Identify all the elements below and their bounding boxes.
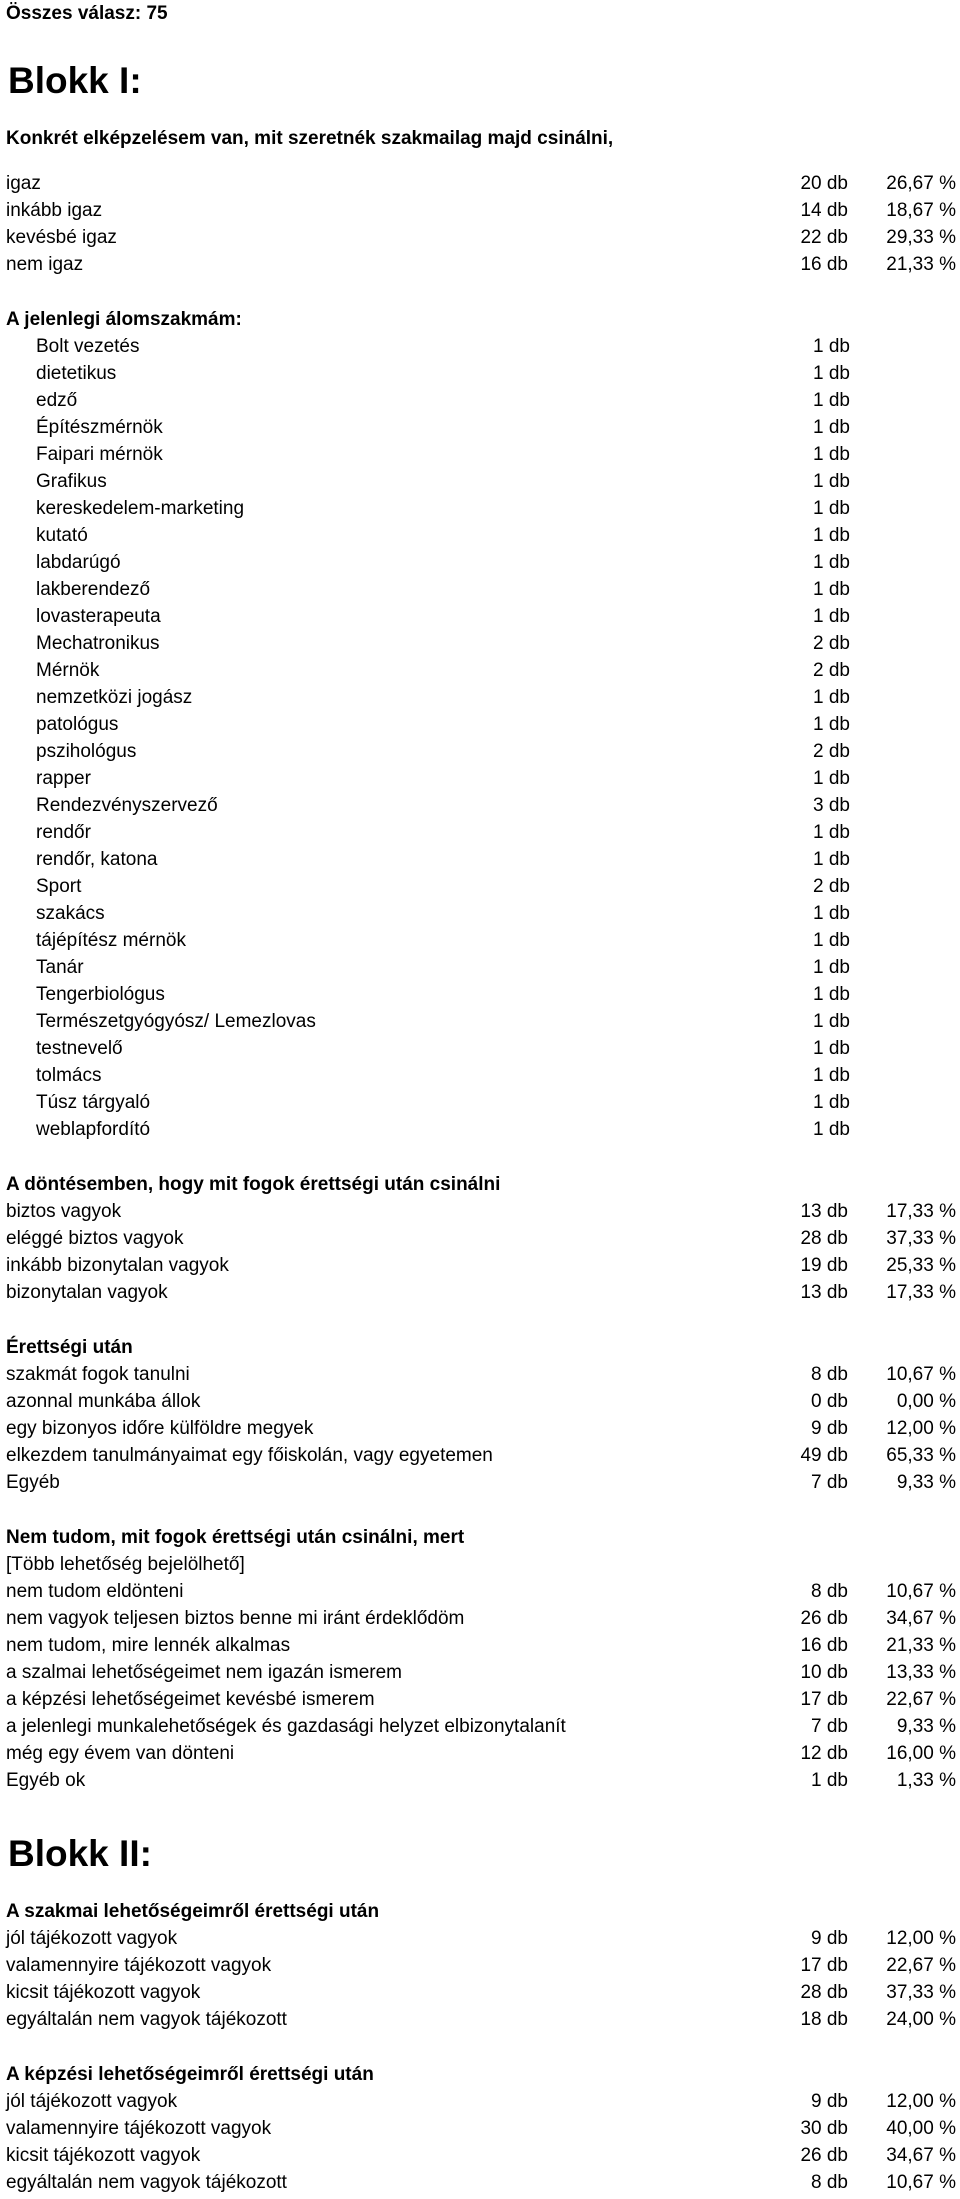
- answer-row: [0, 741, 960, 768]
- answer-label: kevésbé igaz: [6, 227, 117, 248]
- answer-label: dietetikus: [36, 363, 117, 384]
- answer-percent: 0,00 %: [896, 1391, 956, 1412]
- answer-count: 13 db: [800, 1282, 848, 1303]
- answer-count: 1 db: [813, 957, 850, 978]
- answer-count: 28 db: [800, 1982, 848, 2003]
- answer-count: 1 db: [813, 1092, 850, 1113]
- answer-label: a szalmai lehetőségeimet nem igazán ismerem: [6, 1662, 403, 1683]
- answer-count: 26 db: [800, 1608, 848, 1629]
- answer-row: [0, 1581, 960, 1608]
- answer-row: [0, 227, 960, 254]
- answer-count: 9 db: [811, 1418, 848, 1439]
- answer-percent: 40,00 %: [886, 2118, 956, 2139]
- question-title: A döntésemben, hogy mit fogok érettségi után csinálni: [6, 1174, 501, 1195]
- answer-row: [0, 552, 960, 579]
- answer-row: [0, 1011, 960, 1038]
- answer-row: [0, 606, 960, 633]
- answer-row: [0, 444, 960, 471]
- answer-row: [0, 173, 960, 200]
- answer-row: [0, 1716, 960, 1743]
- answer-count: 1 db: [813, 1065, 850, 1086]
- answer-label: lakberendező: [36, 579, 151, 600]
- answer-percent: 22,67 %: [886, 1955, 956, 1976]
- block-title: Blokk I:: [8, 60, 142, 101]
- answer-percent: 12,00 %: [886, 1418, 956, 1439]
- answer-label: kutató: [36, 525, 88, 546]
- block-title: Blokk II:: [8, 1833, 152, 1874]
- answer-row: [0, 2118, 960, 2145]
- answer-row: [0, 660, 960, 687]
- answer-row: [0, 1608, 960, 1635]
- answer-row: [0, 1982, 960, 2009]
- answer-count: 1 db: [813, 930, 850, 951]
- answer-row: [0, 876, 960, 903]
- answer-label: igaz: [6, 173, 41, 194]
- answer-count: 2 db: [813, 876, 850, 897]
- answer-count: 1 db: [813, 579, 850, 600]
- answer-count: 1 db: [813, 1119, 850, 1140]
- answer-count: 1 db: [813, 714, 850, 735]
- answer-count: 22 db: [800, 227, 848, 248]
- answer-count: 1 db: [813, 903, 850, 924]
- answer-row: [0, 687, 960, 714]
- answer-row: [0, 1228, 960, 1255]
- answer-label: jól tájékozott vagyok: [6, 2091, 178, 2112]
- answer-count: 1 db: [813, 768, 850, 789]
- answer-label: Mérnök: [36, 660, 100, 681]
- answer-row: [0, 417, 960, 444]
- answer-count: 30 db: [800, 2118, 848, 2139]
- answer-row: [0, 903, 960, 930]
- answer-percent: 1,33 %: [896, 1770, 956, 1791]
- answer-percent: 22,67 %: [886, 1689, 956, 1710]
- answer-count: 7 db: [811, 1472, 848, 1493]
- answer-label: Faipari mérnök: [36, 444, 163, 465]
- answer-count: 49 db: [800, 1445, 848, 1466]
- answer-row: [0, 1472, 960, 1499]
- answer-label: rendőr, katona: [36, 849, 158, 870]
- answer-count: 1 db: [811, 1770, 848, 1791]
- answer-row: [0, 1770, 960, 1797]
- answer-label: nem vagyok teljesen biztos benne mi iránt érdeklődöm: [6, 1608, 465, 1629]
- answer-label: nemzetközi jogász: [36, 687, 193, 708]
- answer-count: 13 db: [800, 1201, 848, 1222]
- answer-label: még egy évem van dönteni: [6, 1743, 235, 1764]
- answer-percent: 9,33 %: [896, 1716, 956, 1737]
- answer-count: 16 db: [800, 1635, 848, 1656]
- answer-row: [0, 1364, 960, 1391]
- answer-count: 19 db: [800, 1255, 848, 1276]
- answer-label: Természetgyógyósz/ Lemezlovas: [36, 1011, 316, 1032]
- answer-row: [0, 1418, 960, 1445]
- answer-count: 2 db: [813, 741, 850, 762]
- answer-label: biztos vagyok: [6, 1201, 122, 1222]
- answer-row: [0, 363, 960, 390]
- answer-row: [0, 849, 960, 876]
- answer-count: 1 db: [813, 822, 850, 843]
- answer-label: egyáltalán nem vagyok tájékozott: [6, 2172, 287, 2193]
- answer-label: a képzési lehetőségeimet kevésbé ismerem: [6, 1689, 375, 1710]
- answer-row: [0, 254, 960, 281]
- answer-count: 1 db: [813, 363, 850, 384]
- total-responses: Összes válasz: 75: [6, 3, 168, 24]
- answer-row: [0, 2172, 960, 2199]
- answer-label: testnevelő: [36, 1038, 123, 1059]
- answer-count: 1 db: [813, 984, 850, 1005]
- answer-label: tájépítész mérnök: [36, 930, 186, 951]
- answer-count: 1 db: [813, 552, 850, 573]
- answer-label: kicsit tájékozott vagyok: [6, 1982, 201, 2003]
- answer-label: valamennyire tájékozott vagyok: [6, 2118, 272, 2139]
- answer-label: Túsz tárgyaló: [36, 1092, 151, 1113]
- answer-count: 9 db: [811, 2091, 848, 2112]
- answer-percent: 65,33 %: [886, 1445, 956, 1466]
- answer-percent: 18,67 %: [886, 200, 956, 221]
- answer-row: [0, 984, 960, 1011]
- question-title: A szakmai lehetőségeimről érettségi után: [6, 1901, 380, 1922]
- answer-row: [0, 1662, 960, 1689]
- answer-percent: 24,00 %: [886, 2009, 956, 2030]
- answer-row: [0, 390, 960, 417]
- answer-label: lovasterapeuta: [36, 606, 161, 627]
- answer-label: tolmács: [36, 1065, 102, 1086]
- answer-row: [0, 1282, 960, 1309]
- answer-label: patológus: [36, 714, 119, 735]
- answer-percent: 17,33 %: [886, 1201, 956, 1222]
- answer-percent: 10,67 %: [886, 1581, 956, 1602]
- answer-percent: 21,33 %: [886, 1635, 956, 1656]
- answer-label: Egyéb ok: [6, 1770, 86, 1791]
- answer-label: valamennyire tájékozott vagyok: [6, 1955, 272, 1976]
- answer-row: [0, 1201, 960, 1228]
- answer-label: Rendezvényszervező: [36, 795, 218, 816]
- answer-label: eléggé biztos vagyok: [6, 1228, 184, 1249]
- answer-count: 1 db: [813, 1038, 850, 1059]
- question-title: A jelenlegi álomszakmám:: [6, 309, 242, 330]
- answer-percent: 37,33 %: [886, 1228, 956, 1249]
- answer-percent: 29,33 %: [886, 227, 956, 248]
- answer-label: labdarúgó: [36, 552, 121, 573]
- answer-count: 8 db: [811, 1581, 848, 1602]
- answer-percent: 12,00 %: [886, 1928, 956, 1949]
- answer-row: [0, 1955, 960, 1982]
- answer-row: [0, 795, 960, 822]
- answer-count: 18 db: [800, 2009, 848, 2030]
- answer-label: nem tudom, mire lennék alkalmas: [6, 1635, 291, 1656]
- answer-row: [0, 768, 960, 795]
- answer-row: [0, 957, 960, 984]
- answer-label: azonnal munkába állok: [6, 1391, 201, 1412]
- answer-row: [0, 525, 960, 552]
- answer-count: 3 db: [813, 795, 850, 816]
- answer-percent: 10,67 %: [886, 2172, 956, 2193]
- answer-percent: 34,67 %: [886, 1608, 956, 1629]
- answer-label: Grafikus: [36, 471, 107, 492]
- answer-label: Tanár: [36, 957, 84, 978]
- answer-percent: 26,67 %: [886, 173, 956, 194]
- answer-row: [0, 1391, 960, 1418]
- answer-row: [0, 1038, 960, 1065]
- answer-count: 1 db: [813, 525, 850, 546]
- answer-count: 12 db: [800, 1743, 848, 1764]
- answer-percent: 37,33 %: [886, 1982, 956, 2003]
- answer-count: 17 db: [800, 1689, 848, 1710]
- answer-label: nem tudom eldönteni: [6, 1581, 184, 1602]
- answer-count: 8 db: [811, 2172, 848, 2193]
- answer-row: [0, 822, 960, 849]
- answer-count: 2 db: [813, 660, 850, 681]
- answer-count: 14 db: [800, 200, 848, 221]
- answer-count: 1 db: [813, 390, 850, 411]
- answer-label: a jelenlegi munkalehetőségek és gazdasági helyzet elbizonytalanít: [6, 1716, 566, 1737]
- answer-label: rapper: [36, 768, 91, 789]
- answer-percent: 9,33 %: [896, 1472, 956, 1493]
- answer-count: 8 db: [811, 1364, 848, 1385]
- answer-percent: 25,33 %: [886, 1255, 956, 1276]
- answer-label: bizonytalan vagyok: [6, 1282, 168, 1303]
- answer-row: [0, 1445, 960, 1472]
- answer-count: 1 db: [813, 336, 850, 357]
- answer-row: [0, 200, 960, 227]
- answer-label: kereskedelem-marketing: [36, 498, 245, 519]
- answer-row: [0, 1065, 960, 1092]
- answer-count: 28 db: [800, 1228, 848, 1249]
- answer-label: Építészmérnök: [36, 417, 163, 438]
- answer-count: 20 db: [800, 173, 848, 194]
- answer-percent: 12,00 %: [886, 2091, 956, 2112]
- answer-row: [0, 1255, 960, 1282]
- answer-count: 1 db: [813, 687, 850, 708]
- question-title: Érettségi után: [6, 1337, 133, 1358]
- answer-count: 1 db: [813, 444, 850, 465]
- answer-count: 1 db: [813, 471, 850, 492]
- answer-label: egyáltalán nem vagyok tájékozott: [6, 2009, 287, 2030]
- answer-label: elkezdem tanulmányaimat egy főiskolán, vagy egyetemen: [6, 1445, 493, 1466]
- answer-percent: 34,67 %: [886, 2145, 956, 2166]
- answer-count: 16 db: [800, 254, 848, 275]
- question-title: A képzési lehetőségeimről érettségi után: [6, 2064, 374, 2085]
- answer-row: [0, 1119, 960, 1146]
- answer-row: [0, 2145, 960, 2172]
- answer-label: Tengerbiológus: [36, 984, 165, 1005]
- answer-row: [0, 1928, 960, 1955]
- answer-row: [0, 930, 960, 957]
- answer-label: Sport: [36, 876, 82, 897]
- answer-count: 17 db: [800, 1955, 848, 1976]
- answer-count: 26 db: [800, 2145, 848, 2166]
- answer-count: 1 db: [813, 417, 850, 438]
- answer-percent: 13,33 %: [886, 1662, 956, 1683]
- answer-count: 9 db: [811, 1928, 848, 1949]
- question-title: Konkrét elképzelésem van, mit szeretnék szakmailag majd csinálni,: [6, 128, 614, 149]
- answer-row: [0, 714, 960, 741]
- answer-count: 1 db: [813, 849, 850, 870]
- answer-percent: 17,33 %: [886, 1282, 956, 1303]
- answer-label: Bolt vezetés: [36, 336, 140, 357]
- answer-row: [0, 1635, 960, 1662]
- answer-label: szakács: [36, 903, 105, 924]
- answer-row: [0, 2091, 960, 2118]
- answer-count: 7 db: [811, 1716, 848, 1737]
- answer-label: egy bizonyos időre külföldre megyek: [6, 1418, 314, 1439]
- question-title: Nem tudom, mit fogok érettségi után csinálni, mert: [6, 1527, 465, 1548]
- answer-count: 1 db: [813, 498, 850, 519]
- answer-percent: 16,00 %: [886, 1743, 956, 1764]
- answer-row: [0, 336, 960, 363]
- answer-label: rendőr: [36, 822, 91, 843]
- answer-row: [0, 633, 960, 660]
- answer-row: [0, 1743, 960, 1770]
- answer-label: Mechatronikus: [36, 633, 160, 654]
- answer-label: jól tájékozott vagyok: [6, 1928, 178, 1949]
- answer-label: pszihológus: [36, 741, 137, 762]
- answer-count: 1 db: [813, 1011, 850, 1032]
- question-note: [Több lehetőség bejelölhető]: [6, 1554, 245, 1575]
- answer-count: 2 db: [813, 633, 850, 654]
- answer-label: inkább igaz: [6, 200, 103, 221]
- answer-count: 10 db: [800, 1662, 848, 1683]
- answer-row: [0, 1092, 960, 1119]
- answer-label: Egyéb: [6, 1472, 60, 1493]
- answer-row: [0, 471, 960, 498]
- answer-label: edző: [36, 390, 78, 411]
- answer-label: szakmát fogok tanulni: [6, 1364, 190, 1385]
- answer-label: kicsit tájékozott vagyok: [6, 2145, 201, 2166]
- answer-label: nem igaz: [6, 254, 84, 275]
- answer-row: [0, 498, 960, 525]
- answer-count: 0 db: [811, 1391, 848, 1412]
- answer-percent: 10,67 %: [886, 1364, 956, 1385]
- answer-percent: 21,33 %: [886, 254, 956, 275]
- answer-label: inkább bizonytalan vagyok: [6, 1255, 229, 1276]
- answer-label: weblapfordító: [36, 1119, 151, 1140]
- answer-row: [0, 579, 960, 606]
- answer-count: 1 db: [813, 606, 850, 627]
- answer-row: [0, 1689, 960, 1716]
- answer-row: [0, 2009, 960, 2036]
